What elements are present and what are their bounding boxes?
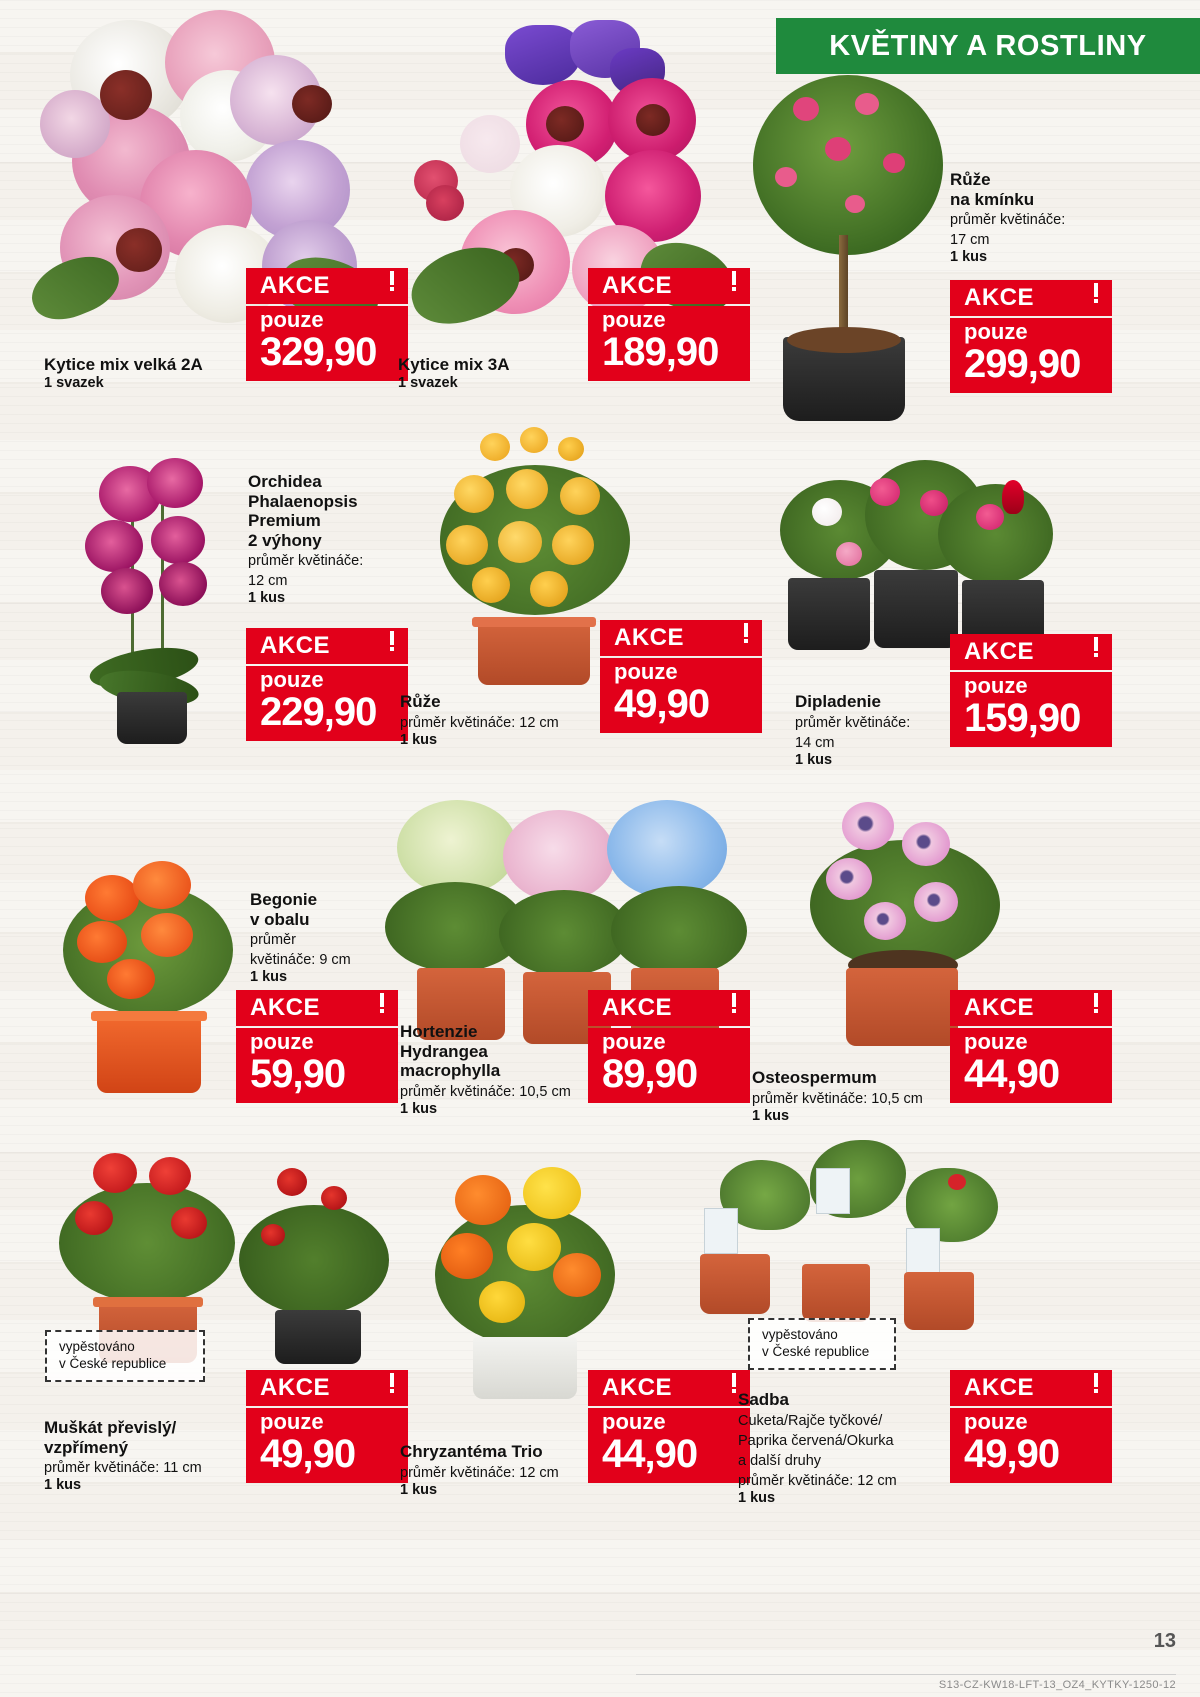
- pouze-label: pouze: [964, 1409, 1028, 1434]
- akce-text: AKCE: [964, 284, 1035, 311]
- pouze-label: pouze: [602, 1029, 666, 1054]
- price-value: 229,90: [260, 690, 377, 735]
- akce-label: [236, 990, 398, 1026]
- price-value: 49,90: [964, 1432, 1060, 1477]
- product-name: Růže: [400, 692, 441, 711]
- price-badge-ruze-na-kminku: [950, 280, 1112, 393]
- product-image-orchidea: [55, 450, 245, 750]
- product-name-line4: 2 výhony: [248, 530, 322, 550]
- product-desc-line1: průměr květináče:: [950, 212, 1066, 229]
- pouze-label: pouze: [260, 307, 324, 332]
- product-desc: průměr květináče: 12 cm: [400, 1464, 559, 1481]
- price-value: 49,90: [614, 682, 710, 727]
- pouze-label: pouze: [602, 307, 666, 332]
- price-value: 44,90: [602, 1432, 698, 1477]
- akce-text: AKCE: [602, 994, 673, 1021]
- product-info-orchidea: [248, 472, 428, 606]
- product-desc: průměr květináče: 11 cm: [44, 1460, 202, 1477]
- product-qty: 1 kus: [248, 590, 286, 607]
- product-name-line2: Phalaenopsis: [248, 491, 358, 511]
- product-info-kytice-mix-3a: [398, 355, 588, 391]
- product-qty: 1 kus: [795, 751, 833, 768]
- product-info-ruze: [400, 692, 590, 748]
- product-qty: 1 kus: [400, 1481, 438, 1498]
- product-desc-line1: Cuketa/Rajče tyčkové/: [738, 1412, 883, 1429]
- origin-line1: vypěstováno: [762, 1327, 838, 1342]
- price-badge-sadba: [950, 1370, 1112, 1483]
- product-name-line1: Orchidea: [248, 472, 322, 491]
- pouze-label: pouze: [614, 659, 678, 684]
- price-badge-kytice-mix-3a: [588, 268, 750, 381]
- akce-label: [950, 280, 1112, 316]
- banner-title: KVĚTINY A ROSTLINY: [829, 29, 1147, 62]
- product-info-sadba: [738, 1390, 948, 1506]
- product-name-line1: Muškát převislý/: [44, 1418, 177, 1437]
- akce-label: [950, 1370, 1112, 1406]
- product-name-line2: Hydrangea: [400, 1041, 488, 1061]
- exclamation-icon: [744, 623, 748, 643]
- product-info-begonie: [250, 890, 410, 985]
- akce-text: AKCE: [614, 624, 685, 651]
- product-qty: 1 svazek: [398, 374, 458, 391]
- price-value: 159,90: [964, 696, 1081, 741]
- product-desc: průměr květináče: 10,5 cm: [400, 1083, 571, 1100]
- product-desc: průměr květináče: 12 cm: [400, 714, 559, 731]
- product-desc: průměr květináče: 10,5 cm: [752, 1090, 923, 1107]
- price-badge-begonie: [236, 990, 398, 1103]
- footer-divider: [636, 1674, 1176, 1675]
- product-qty: 1 kus: [752, 1107, 790, 1124]
- origin-line2: v České republice: [59, 1355, 167, 1371]
- product-qty: 1 kus: [44, 1477, 82, 1494]
- akce-text: AKCE: [260, 272, 331, 299]
- akce-text: AKCE: [964, 994, 1035, 1021]
- price-value: 59,90: [250, 1052, 346, 1097]
- akce-label: [950, 634, 1112, 670]
- origin-stamp-sadba: [748, 1318, 896, 1370]
- origin-stamp-muskat: [45, 1330, 205, 1382]
- price-badge-muskat: [246, 1370, 408, 1483]
- product-info-osteospermum: [752, 1068, 952, 1124]
- product-name-line2: v obalu: [250, 909, 310, 929]
- exclamation-icon: [390, 271, 394, 291]
- price-badge-ruze: [600, 620, 762, 733]
- exclamation-icon: [390, 631, 394, 651]
- pouze-label: pouze: [964, 673, 1028, 698]
- product-qty: 1 kus: [400, 1100, 438, 1117]
- origin-line2: v České republice: [762, 1343, 870, 1359]
- pouze-label: pouze: [250, 1029, 314, 1054]
- akce-label: [246, 268, 408, 304]
- price-value: 44,90: [964, 1052, 1060, 1097]
- product-desc-line2: Paprika červená/Okurka: [738, 1432, 894, 1449]
- product-desc-line2: 17 cm: [950, 232, 990, 249]
- product-qty: 1 kus: [738, 1490, 776, 1507]
- price-value: 49,90: [260, 1432, 356, 1477]
- product-qty: 1 svazek: [44, 374, 104, 391]
- product-info-muskat: [44, 1418, 254, 1493]
- price-badge-chryzantema: [588, 1370, 750, 1483]
- akce-label: [246, 1370, 408, 1406]
- product-name: Kytice mix velká 2A: [44, 355, 203, 374]
- pouze-label: pouze: [260, 667, 324, 692]
- exclamation-icon: [390, 1373, 394, 1393]
- akce-label: [600, 620, 762, 656]
- product-name: Sadba: [738, 1390, 790, 1409]
- price-badge-osteospermum: [950, 990, 1112, 1103]
- price-badge-kytice-mix-velka-2a: [246, 268, 408, 381]
- product-name-line3: Premium: [248, 511, 321, 531]
- origin-line1: vypěstováno: [59, 1339, 135, 1354]
- pouze-label: pouze: [964, 319, 1028, 344]
- section-banner: [776, 18, 1200, 74]
- exclamation-icon: [380, 993, 384, 1013]
- price-badge-hortenzie: [588, 990, 750, 1103]
- akce-text: AKCE: [260, 1374, 331, 1401]
- product-name: Kytice mix 3A: [398, 355, 510, 374]
- product-info-kytice-mix-velka-2a: [44, 355, 244, 391]
- akce-text: AKCE: [964, 1374, 1035, 1401]
- exclamation-icon: [1094, 1373, 1098, 1393]
- product-desc-line1: průměr květináče:: [248, 553, 364, 570]
- price-value: 189,90: [602, 330, 719, 375]
- product-name-line1: Begonie: [250, 890, 318, 909]
- product-qty: 1 kus: [950, 249, 988, 266]
- akce-text: AKCE: [964, 638, 1035, 665]
- akce-label: [588, 268, 750, 304]
- exclamation-icon: [1094, 283, 1098, 303]
- akce-label: [246, 628, 408, 664]
- akce-text: AKCE: [250, 994, 321, 1021]
- product-name: Osteospermum: [752, 1068, 877, 1087]
- product-qty: 1 kus: [400, 731, 438, 748]
- product-qty: 1 kus: [250, 969, 288, 986]
- product-info-chryzantema: [400, 1442, 590, 1498]
- product-name-line1: Hortenzie: [400, 1022, 478, 1041]
- product-desc-line4: průměr květináče: 12 cm: [738, 1472, 897, 1489]
- exclamation-icon: [732, 1373, 736, 1393]
- exclamation-icon: [1094, 637, 1098, 657]
- exclamation-icon: [1094, 993, 1098, 1013]
- page-number: 13: [1153, 1630, 1176, 1652]
- akce-text: AKCE: [260, 632, 331, 659]
- product-info-ruze-na-kminku: [950, 170, 1150, 265]
- akce-label: [950, 990, 1112, 1026]
- price-value: 299,90: [964, 342, 1081, 387]
- price-badge-dipladenie: [950, 634, 1112, 747]
- product-name-line1: Růže: [950, 170, 991, 189]
- product-name: Chryzantéma Trio: [400, 1442, 543, 1461]
- product-image-ruze-na-kminku: [735, 75, 955, 430]
- pouze-label: pouze: [260, 1409, 324, 1434]
- product-name-line2: na kmínku: [950, 189, 1035, 209]
- product-image-muskat-vzprimeny: [225, 1150, 405, 1365]
- product-desc-line2: 12 cm: [248, 573, 288, 590]
- product-name-line3: macrophylla: [400, 1061, 501, 1081]
- price-value: 329,90: [260, 330, 377, 375]
- akce-label: [588, 1370, 750, 1406]
- akce-label: [588, 990, 750, 1026]
- akce-text: AKCE: [602, 1374, 673, 1401]
- akce-text: AKCE: [602, 272, 673, 299]
- product-name-line2: vzpřímený: [44, 1437, 129, 1457]
- product-image-begonie: [55, 855, 250, 1105]
- product-desc-line1: průměr: [250, 932, 296, 949]
- product-desc-line2: květináče: 9 cm: [250, 952, 351, 969]
- product-name: Dipladenie: [795, 692, 881, 711]
- pouze-label: pouze: [964, 1029, 1028, 1054]
- price-badge-orchidea: [246, 628, 408, 741]
- product-desc-line2: 14 cm: [795, 734, 835, 751]
- pouze-label: pouze: [602, 1409, 666, 1434]
- price-value: 89,90: [602, 1052, 698, 1097]
- product-desc-line1: průměr květináče:: [795, 714, 911, 731]
- product-info-dipladenie: [795, 692, 955, 768]
- product-info-hortenzie: [400, 1022, 600, 1117]
- footer-code: S13-CZ-KW18-LFT-13_OZ4_KYTKY-1250-12: [938, 1679, 1176, 1691]
- product-desc-line3: a další druhy: [738, 1452, 822, 1469]
- exclamation-icon: [732, 271, 736, 291]
- exclamation-icon: [732, 993, 736, 1013]
- product-image-chryzantema-trio: [415, 1145, 635, 1400]
